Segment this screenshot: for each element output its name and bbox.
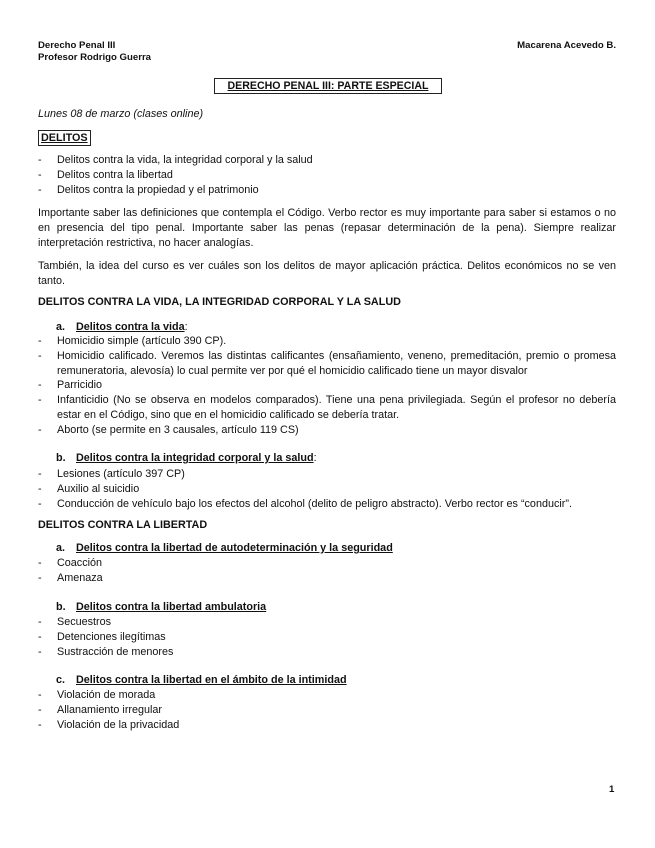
subheading-title: Delitos contra la vida: [76, 321, 185, 333]
header-course: Derecho Penal III: [38, 40, 116, 51]
bullet-dash: -: [38, 154, 42, 166]
list-item-text: Amenaza: [57, 571, 103, 584]
delitos-heading: DELITOS: [38, 130, 91, 146]
bullet-dash: -: [38, 423, 42, 436]
page-number: 1: [609, 784, 615, 795]
list-intimidad: [38, 688, 179, 732]
section-heading-vida: DELITOS CONTRA LA VIDA, LA INTEGRIDAD CORPORAL Y LA SALUD: [38, 296, 401, 308]
list-item-text: Violación de morada: [57, 689, 156, 701]
list-item-text: Detenciones ilegítimas: [57, 630, 166, 643]
class-date: Lunes 08 de marzo (clases online): [38, 108, 204, 120]
list-item-text: Lesiones (artículo 397 CP): [57, 468, 185, 480]
subheading-title: Delitos contra la libertad de autodeterminación y la seguridad: [76, 542, 393, 554]
bullet-dash: -: [38, 718, 42, 731]
bullet-dash: -: [38, 349, 42, 362]
list-item-text: Delitos contra la libertad: [57, 168, 173, 181]
list-item: [38, 183, 313, 198]
list-item-text: Delitos contra la propiedad y el patrimonio: [57, 183, 259, 196]
bullet-dash: -: [38, 497, 42, 510]
subheading-letter: b.: [56, 601, 66, 613]
bullet-dash: -: [38, 645, 42, 658]
delitos-list: [38, 153, 313, 197]
list-item: [38, 688, 179, 703]
list-item: [38, 556, 103, 571]
list-delitos-vida: [38, 334, 616, 438]
list-item-text: Aborto (se permite en 3 causales, artículo 119 CS): [57, 423, 299, 436]
list-item: [38, 571, 103, 586]
bullet-dash: -: [38, 482, 42, 495]
paragraph-importance: Importante saber las definiciones que contempla el Código. Verbo rector es muy importante para saber si estamos o no en presencia del tipo penal. Importante saber las penas (repasar determinación de la pena). Siempre realizar interpretación restrictiva, no hacer analogías.: [38, 207, 616, 249]
list-autodeterminacion: [38, 556, 103, 586]
bullet-dash: -: [38, 689, 42, 701]
subheading-title: Delitos contra la libertad ambulatoria: [76, 601, 267, 613]
bullet-dash: -: [38, 703, 42, 716]
list-item: [38, 393, 616, 423]
bullet-dash: -: [38, 630, 42, 643]
list-item: [38, 378, 616, 393]
list-ambulatoria: [38, 615, 173, 659]
list-item: [38, 467, 638, 482]
list-item: [38, 423, 616, 438]
subheading-title: Delitos contra la libertad en el ámbito de la intimidad: [76, 674, 347, 686]
bullet-dash: -: [38, 335, 42, 347]
list-item-text: Homicidio calificado. Veremos las distintas calificantes (ensañamiento, veneno, premeditación, premio o promesa remuneratoria, alevosía) lo cual permite ver por qué el homicidio calificado tiene un mayor disvalor: [57, 349, 616, 377]
subheading-delitos-vida: [56, 321, 188, 333]
bullet-dash: -: [38, 557, 42, 569]
bullet-dash: -: [38, 468, 42, 480]
paragraph-course-idea: También, la idea del curso es ver cuáles son los delitos de mayor aplicación práctica. Delitos económicos no se ven tanto.: [38, 260, 616, 287]
subheading-intimidad: [56, 674, 347, 686]
list-item-text: Delitos contra la vida, la integridad corporal y la salud: [57, 154, 313, 166]
header-professor: Profesor Rodrigo Guerra: [38, 52, 152, 63]
subheading-ambulatoria: [56, 601, 266, 613]
list-item: [38, 482, 638, 497]
subheading-colon: :: [313, 452, 317, 464]
list-item-text: Auxilio al suicidio: [57, 482, 140, 495]
list-item-text: Infanticidio (No se observa en modelos comparados). Tiene una pena privilegiada. Según el profesor no debería estar en el Código, sino que en el homicidio calificado se debería tratar.: [57, 394, 616, 421]
subheading-title: Delitos contra la integridad corporal y la salud: [76, 452, 314, 464]
subheading-colon: :: [184, 321, 188, 333]
list-item: [38, 153, 313, 168]
list-item: [38, 718, 179, 733]
header-author: Macarena Acevedo B.: [517, 40, 616, 51]
list-item: [38, 349, 616, 379]
list-item-text: Homicidio simple (artículo 390 CP).: [57, 335, 227, 347]
bullet-dash: -: [38, 394, 42, 407]
subheading-integridad-corporal: [56, 452, 317, 464]
list-item-text: Sustracción de menores: [57, 645, 174, 658]
list-item-text: Violación de la privacidad: [57, 718, 180, 731]
document-title: DERECHO PENAL III: PARTE ESPECIAL: [214, 78, 442, 94]
bullet-dash: -: [38, 379, 42, 392]
list-item: [38, 703, 179, 718]
list-integridad-corporal: [38, 467, 638, 511]
list-item: [38, 645, 173, 660]
list-item: [38, 497, 638, 512]
subheading-autodeterminacion: [56, 542, 393, 554]
list-item-text: Conducción de vehículo bajo los efectos del alcohol (delito de peligro abstracto). Verbo rector es “conducir”.: [57, 497, 572, 510]
bullet-dash: -: [38, 616, 42, 628]
list-item-text: Coacción: [57, 557, 103, 569]
subheading-letter: b.: [56, 452, 66, 464]
subheading-letter: a.: [56, 542, 66, 554]
section-heading-libertad: DELITOS CONTRA LA LIBERTAD: [38, 519, 208, 531]
list-item: [38, 630, 173, 645]
list-item-text: Parricidio: [57, 379, 103, 392]
bullet-dash: -: [38, 183, 42, 196]
list-item: [38, 334, 616, 349]
list-item: [38, 615, 173, 630]
subheading-letter: c.: [56, 674, 66, 686]
list-item-text: Allanamiento irregular: [57, 703, 163, 716]
list-item: [38, 168, 313, 183]
bullet-dash: -: [38, 168, 42, 181]
subheading-letter: a.: [56, 321, 66, 333]
bullet-dash: -: [38, 571, 42, 584]
list-item-text: Secuestros: [57, 616, 112, 628]
